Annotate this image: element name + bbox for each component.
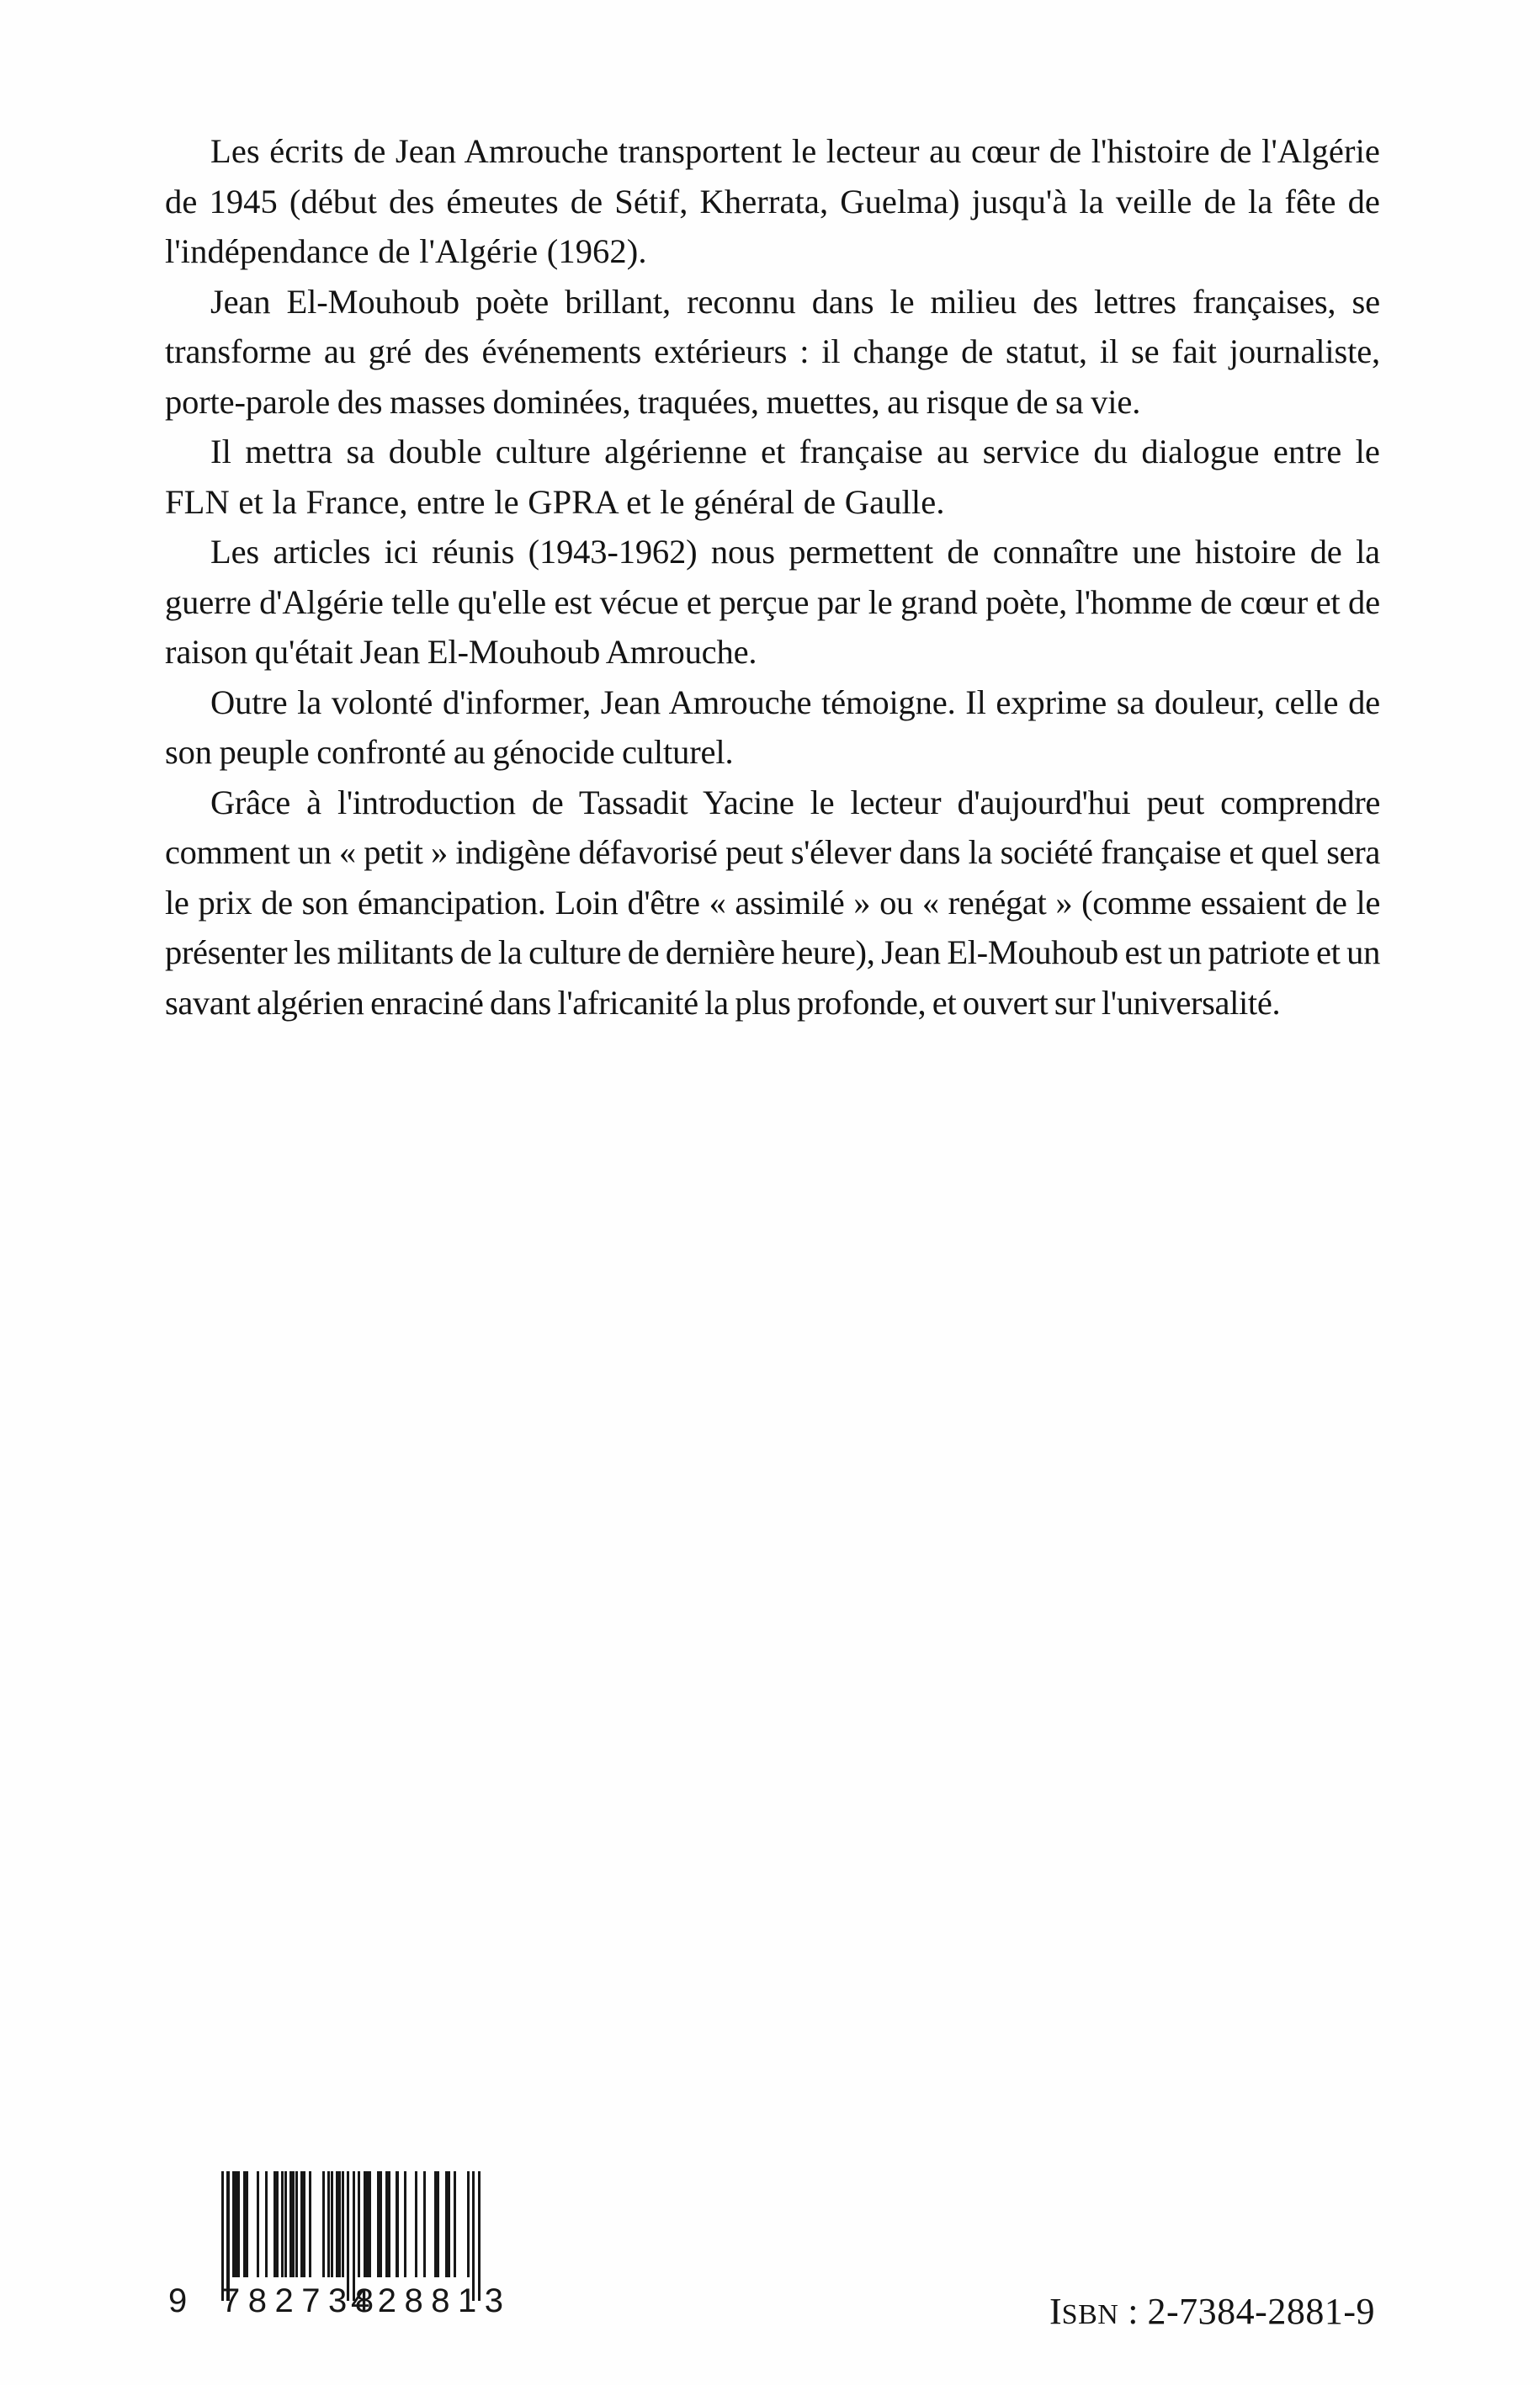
barcode-bar bbox=[303, 2171, 305, 2277]
barcode-bar bbox=[437, 2171, 439, 2277]
page-footer bbox=[0, 2032, 1540, 2385]
barcode-lead-digit: 9 bbox=[168, 2282, 189, 2319]
barcode-bar bbox=[448, 2171, 450, 2277]
isbn-separator: : bbox=[1118, 2291, 1148, 2332]
barcode-bar bbox=[423, 2171, 426, 2277]
barcode-bar bbox=[388, 2171, 390, 2277]
barcode-bar bbox=[415, 2171, 417, 2277]
barcode-digits bbox=[168, 2282, 512, 2338]
barcode-left-group: 782738 bbox=[221, 2282, 382, 2319]
blurb-paragraph-5: Outre la volonté d'informer, Jean Amrouche témoigne. Il exprime sa douleur, celle de son peuple confronté au génocide culturel. bbox=[165, 683, 1380, 771]
barcode-bar bbox=[237, 2171, 240, 2277]
blurb-text-block bbox=[165, 126, 1380, 1028]
isbn-label-rest: SBN bbox=[1061, 2299, 1119, 2330]
barcode-bar bbox=[353, 2171, 355, 2301]
barcode-bar bbox=[358, 2171, 360, 2277]
ean13-barcode bbox=[168, 2171, 512, 2338]
barcode-bar bbox=[322, 2171, 325, 2277]
barcode-bar bbox=[331, 2171, 333, 2277]
barcode-bar bbox=[380, 2171, 382, 2277]
barcode-bar bbox=[295, 2171, 298, 2277]
barcode-bar bbox=[467, 2171, 470, 2277]
barcode-bar bbox=[276, 2171, 279, 2277]
barcode-bar bbox=[454, 2171, 456, 2277]
barcode-bar bbox=[265, 2171, 268, 2277]
barcode-bar bbox=[342, 2171, 344, 2277]
barcode-bar bbox=[226, 2171, 229, 2301]
barcode-bar bbox=[347, 2171, 349, 2301]
isbn-line bbox=[1049, 2290, 1375, 2333]
blurb-paragraph-1: Les écrits de Jean Amrouche transportent le lecteur au cœur de l'histoire de l'Algérie de 1945 (début des émeutes de Sétif, Kherrata, Guelma) jusqu'à la veille de la fête de l'indépendance de l'Algérie (1962). bbox=[165, 132, 1380, 270]
barcode-bar bbox=[257, 2171, 259, 2277]
barcode-bars bbox=[168, 2171, 497, 2301]
isbn-value: 2-7384-2881-9 bbox=[1147, 2291, 1375, 2332]
barcode-bar bbox=[396, 2171, 398, 2277]
blurb-paragraph-2: Jean El-Mouhoub poète brillant, reconnu dans le milieu des lettres françaises, se transforme au gré des événements extérieurs : il change de statut, il se fait journaliste, porte-parole des masses dominées, traquées, muettes, au risque de sa vie. bbox=[165, 282, 1380, 421]
barcode-bar bbox=[369, 2171, 371, 2277]
barcode-bar bbox=[284, 2171, 287, 2277]
isbn-label-initial: I bbox=[1049, 2291, 1062, 2332]
blurb-paragraph-6: Grâce à l'introduction de Tassadit Yacine le lecteur d'aujourd'hui peut comprendre comment un « petit » indigène défavorisé peut s'élever dans la société française et quel sera le prix de son émancipation. Loin d'être « assimilé » ou « renégat » (comme essaient de le présenter les militants de la culture de dernière heure), Jean El-Mouhoub est un patriote et un savant algérien enraciné dans l'africanité la plus profonde, et ouvert sur l'universalité. bbox=[165, 783, 1380, 1022]
barcode-bar bbox=[404, 2171, 406, 2277]
barcode-bar bbox=[221, 2171, 224, 2301]
blurb-paragraph-4: Les articles ici réunis (1943-1962) nous permettent de connaître une histoire de la guerre d'Algérie telle qu'elle est vécue et perçue par le grand poète, l'homme de cœur et de raison qu'était Jean El-Mouhoub Amrouche. bbox=[165, 533, 1380, 671]
barcode-right-group: 428813 bbox=[351, 2282, 512, 2319]
blurb-paragraph-3: Il mettra sa double culture algérienne et française au service du dialogue entre le FLN et la France, entre le GPRA et le général de Gaulle. bbox=[165, 433, 1380, 521]
barcode-bar bbox=[246, 2171, 248, 2277]
barcode-bar bbox=[478, 2171, 481, 2301]
barcode-bar bbox=[309, 2171, 311, 2277]
barcode-bar bbox=[472, 2171, 475, 2301]
